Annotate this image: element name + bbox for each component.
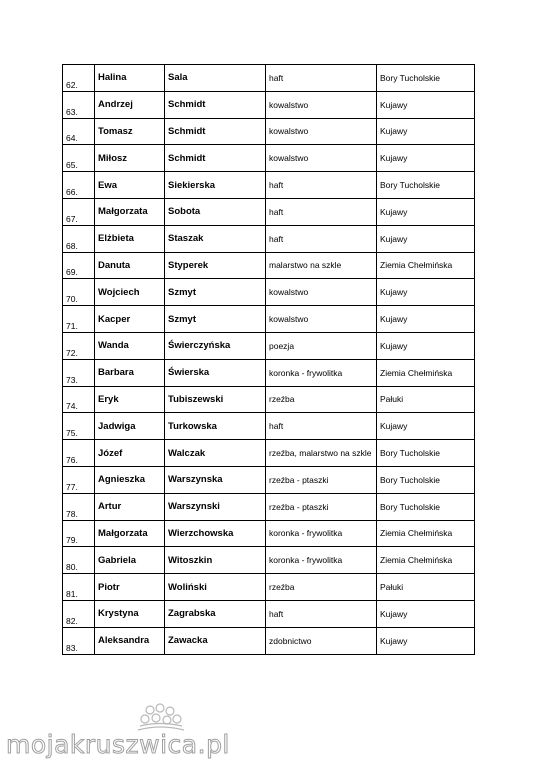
region-cell: Kujawy [377,279,475,306]
table-row [63,65,475,92]
first-name-cell: Wojciech [95,279,165,306]
last-name-cell: Tubiszewski [165,386,266,413]
table-row [63,600,475,627]
last-name-cell: Szmyt [165,279,266,306]
row-number: 75. [63,413,95,440]
table-row [63,440,475,467]
watermark-text: mojakruszwica.pl [6,730,230,759]
region-cell: Kujawy [377,118,475,145]
table-row [63,279,475,306]
first-name-cell: Halina [95,65,165,92]
last-name-cell: Turkowska [165,413,266,440]
row-number: 72. [63,332,95,359]
table-row [63,520,475,547]
craft-cell: koronka - frywolitka [266,359,377,386]
craft-cell: rzeźba [266,386,377,413]
row-number: 81. [63,574,95,601]
last-name-cell: Zawacka [165,627,266,654]
last-name-cell: Styperek [165,252,266,279]
craft-cell: haft [266,413,377,440]
table-row [63,413,475,440]
first-name-cell: Tomasz [95,118,165,145]
table-row [63,252,475,279]
artists-table [62,64,475,655]
craft-cell: kowalstwo [266,91,377,118]
row-number: 80. [63,547,95,574]
craft-cell: poezja [266,332,377,359]
craft-cell: koronka - frywolitka [266,547,377,574]
craft-cell: kowalstwo [266,306,377,333]
craft-cell: haft [266,65,377,92]
region-cell: Kujawy [377,306,475,333]
row-number: 69. [63,252,95,279]
region-cell: Kujawy [377,627,475,654]
last-name-cell: Sobota [165,198,266,225]
table-row [63,466,475,493]
table-row [63,386,475,413]
row-number: 77. [63,466,95,493]
craft-cell: kowalstwo [266,118,377,145]
craft-cell: haft [266,225,377,252]
craft-cell: rzeźba - ptaszki [266,493,377,520]
row-number: 74. [63,386,95,413]
first-name-cell: Danuta [95,252,165,279]
first-name-cell: Artur [95,493,165,520]
row-number: 82. [63,600,95,627]
first-name-cell: Krystyna [95,600,165,627]
first-name-cell: Andrzej [95,91,165,118]
first-name-cell: Aleksandra [95,627,165,654]
region-cell: Kujawy [377,332,475,359]
table-row [63,332,475,359]
artists-table-body [63,65,475,655]
region-cell: Ziemia Chełmińska [377,252,475,279]
table-row [63,574,475,601]
first-name-cell: Wanda [95,332,165,359]
row-number: 63. [63,91,95,118]
last-name-cell: Wierzchowska [165,520,266,547]
first-name-cell: Agnieszka [95,466,165,493]
last-name-cell: Warszynski [165,493,266,520]
last-name-cell: Schmidt [165,118,266,145]
craft-cell: haft [266,198,377,225]
region-cell: Kujawy [377,145,475,172]
last-name-cell: Witoszkin [165,547,266,574]
row-number: 83. [63,627,95,654]
first-name-cell: Małgorzata [95,198,165,225]
last-name-cell: Staszak [165,225,266,252]
last-name-cell: Szmyt [165,306,266,333]
first-name-cell: Miłosz [95,145,165,172]
region-cell: Kujawy [377,413,475,440]
table-row [63,91,475,118]
region-cell: Kujawy [377,91,475,118]
region-cell: Ziemia Chełmińska [377,520,475,547]
last-name-cell: Schmidt [165,145,266,172]
first-name-cell: Gabriela [95,547,165,574]
last-name-cell: Zagrabska [165,600,266,627]
craft-cell: haft [266,172,377,199]
row-number: 68. [63,225,95,252]
row-number: 76. [63,440,95,467]
region-cell: Bory Tucholskie [377,440,475,467]
region-cell: Pałuki [377,386,475,413]
craft-cell: zdobnictwo [266,627,377,654]
craft-cell: rzeźba - ptaszki [266,466,377,493]
region-cell: Bory Tucholskie [377,65,475,92]
region-cell: Kujawy [377,198,475,225]
first-name-cell: Jadwiga [95,413,165,440]
table-row [63,493,475,520]
table-row [63,198,475,225]
craft-cell: kowalstwo [266,279,377,306]
row-number: 71. [63,306,95,333]
craft-cell: kowalstwo [266,145,377,172]
first-name-cell: Ewa [95,172,165,199]
row-number: 78. [63,493,95,520]
last-name-cell: Siekierska [165,172,266,199]
row-number: 67. [63,198,95,225]
first-name-cell: Kacper [95,306,165,333]
craft-cell: rzeźba, malarstwo na szkle [266,440,377,467]
region-cell: Kujawy [377,600,475,627]
table-row [63,145,475,172]
row-number: 66. [63,172,95,199]
table-row [63,627,475,654]
table-row [63,172,475,199]
last-name-cell: Świerczyńska [165,332,266,359]
craft-cell: koronka - frywolitka [266,520,377,547]
row-number: 70. [63,279,95,306]
table-row [63,547,475,574]
last-name-cell: Warszynska [165,466,266,493]
craft-cell: malarstwo na szkle [266,252,377,279]
row-number: 62. [63,65,95,92]
first-name-cell: Małgorzata [95,520,165,547]
table-row [63,118,475,145]
row-number: 64. [63,118,95,145]
first-name-cell: Barbara [95,359,165,386]
last-name-cell: Sala [165,65,266,92]
region-cell: Kujawy [377,225,475,252]
region-cell: Bory Tucholskie [377,172,475,199]
first-name-cell: Piotr [95,574,165,601]
last-name-cell: Walczak [165,440,266,467]
first-name-cell: Eryk [95,386,165,413]
last-name-cell: Schmidt [165,91,266,118]
region-cell: Bory Tucholskie [377,493,475,520]
region-cell: Bory Tucholskie [377,466,475,493]
first-name-cell: Józef [95,440,165,467]
craft-cell: rzeźba [266,574,377,601]
last-name-cell: Świerska [165,359,266,386]
row-number: 73. [63,359,95,386]
table-row [63,225,475,252]
table-row [63,306,475,333]
region-cell: Pałuki [377,574,475,601]
row-number: 79. [63,520,95,547]
craft-cell: haft [266,600,377,627]
row-number: 65. [63,145,95,172]
table-row [63,359,475,386]
region-cell: Ziemia Chełmińska [377,547,475,574]
region-cell: Ziemia Chełmińska [377,359,475,386]
first-name-cell: Elżbieta [95,225,165,252]
last-name-cell: Woliński [165,574,266,601]
